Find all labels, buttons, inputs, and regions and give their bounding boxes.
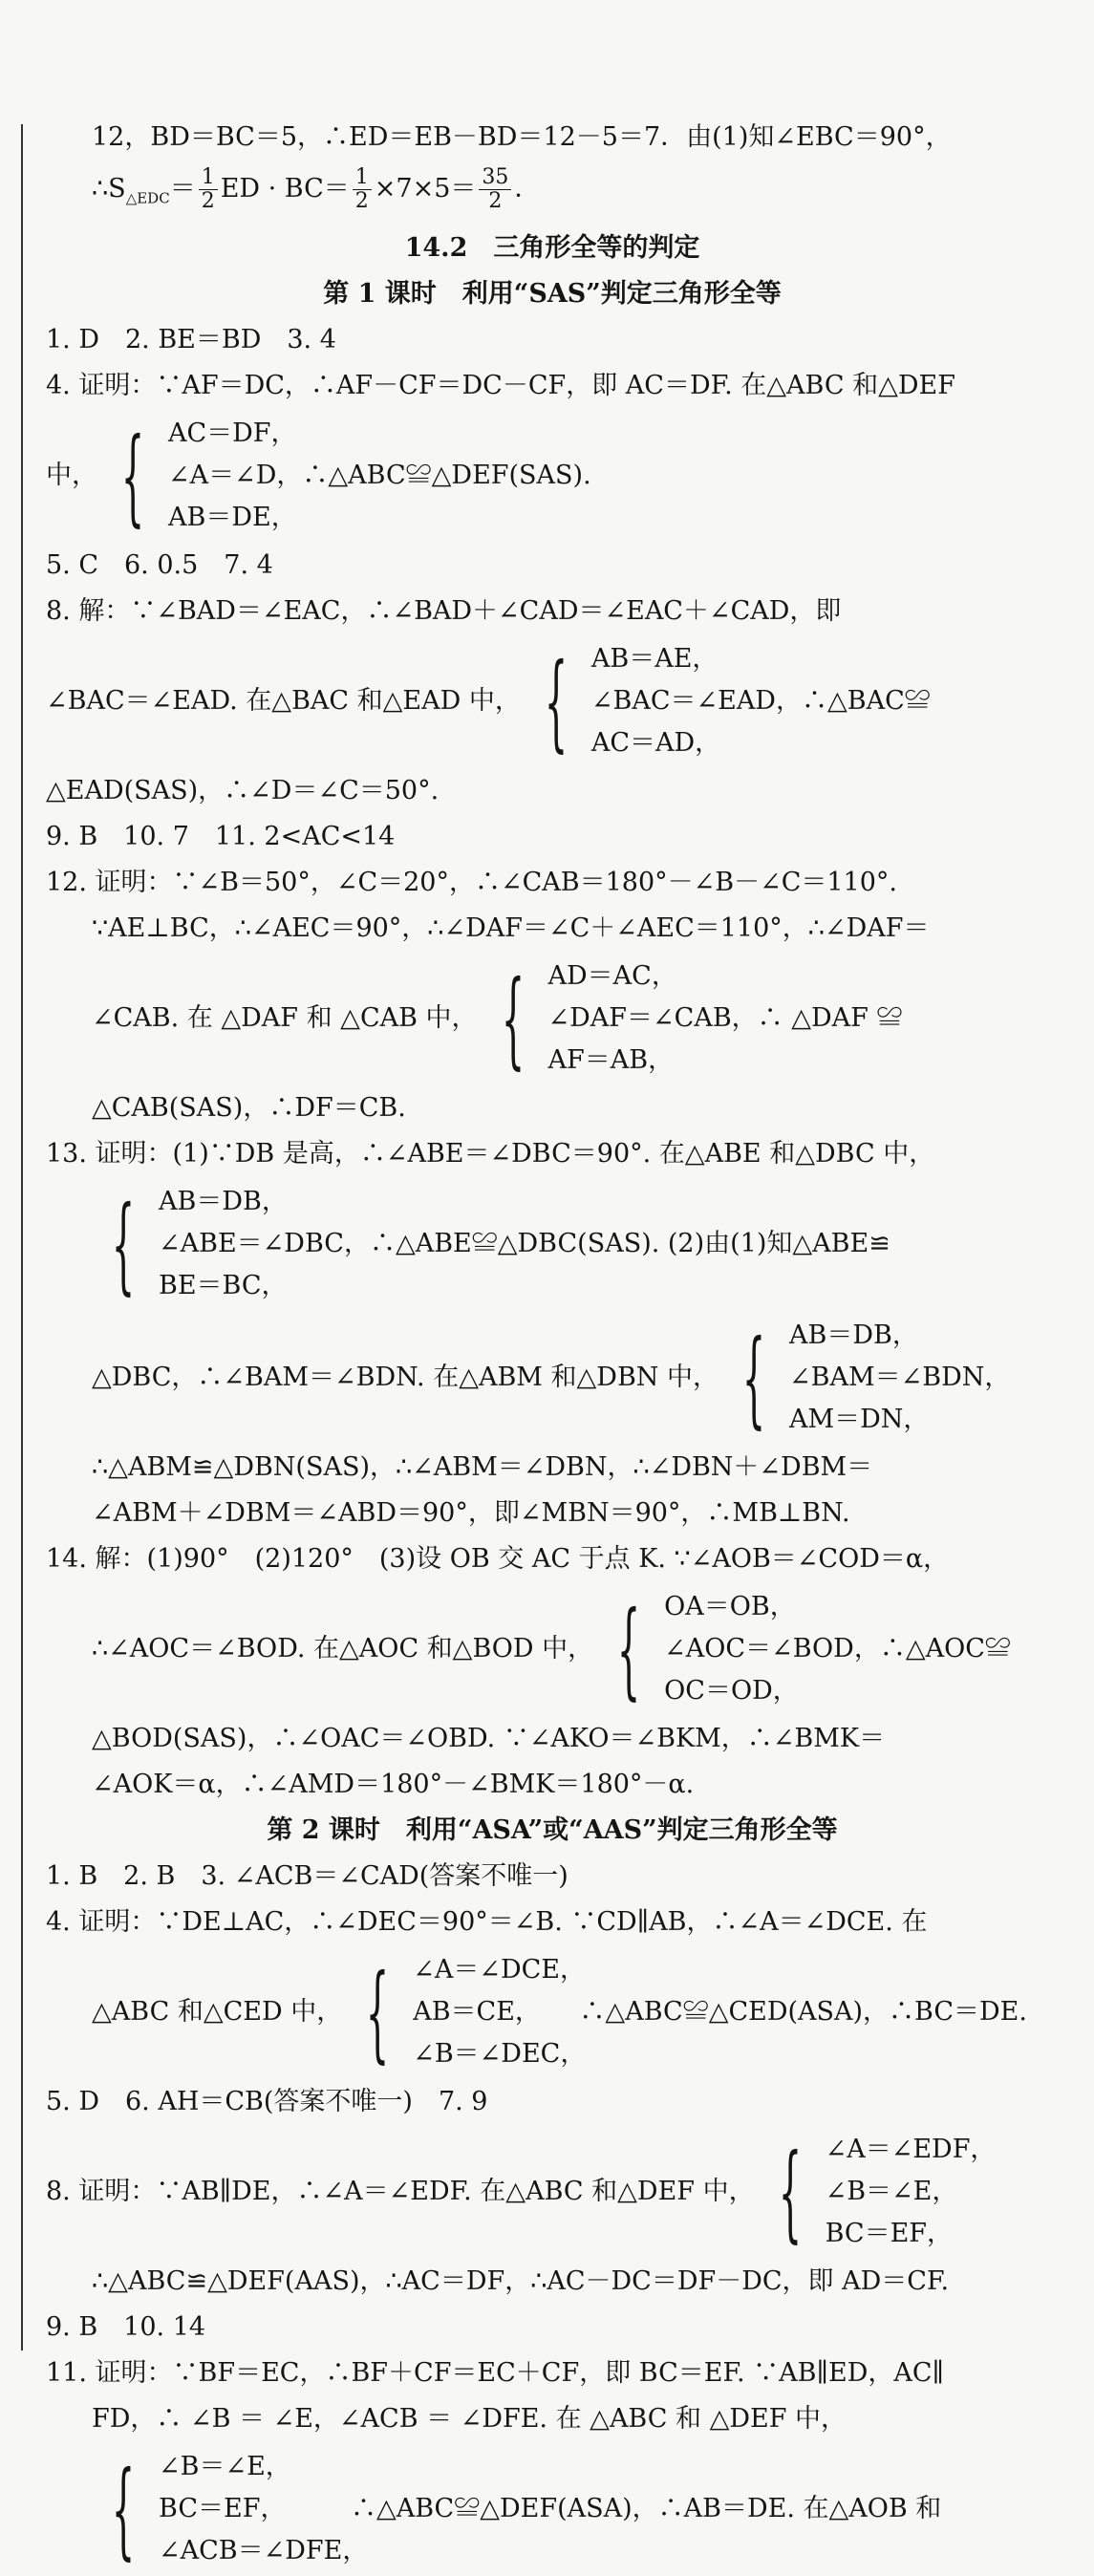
section-title: 14.2 三角形全等的判定 [404,233,700,263]
answer-l1-q9-11: 9. B 10. 7 11. 2<AC<14 [46,822,396,851]
left-brace: { [778,2131,802,2253]
left-brace: { [120,415,145,537]
answer-l2-q9-10: 9. B 10. 14 [46,2312,206,2342]
answer-l1-q4-line1: 4. 证明：∵AF＝DC，∴AF－CF＝DC－CF，即 AC＝DF. 在△ABC 和△DEF [46,371,955,400]
answer-l1-q12-line4: △CAB(SAS)，∴DF＝CB. [92,1093,406,1123]
answer-l1-q13-cases2: △DBC，∴∠BAM＝∠BDN. 在△ABM 和△DBN 中， { AB＝DB， ∠BAM＝∠BDN， AM＝DN， [92,1317,1011,1439]
answer-page [46,115,1059,2576]
answer-l1-q1-3: 1. D 2. BE＝BD 3. 4 [46,325,336,354]
intro-line-2: $\therefore S_{\triangle EDC}=$ $\frac{1}{2}$ ED · BC＝ $\frac{1}{2}$ ×7×5＝ $\frac{35}{2}$ ． [92,165,541,213]
answer-l1-q14-line4: ∠AOK＝α，∴∠AMD＝180°－∠BMK＝180°－α. [92,1770,695,1799]
answer-l1-q14-line1: 14. 解：(1)90° (2)120° (3)设 OB 交 AC 于点 K. ∵∠AOB＝∠COD＝α， [46,1544,950,1574]
left-brace: { [501,957,525,1080]
answer-l1-q13-line6: ∠ABM＋∠DBM＝∠ABD＝90°，即∠MBN＝90°，∴MB⊥BN. [92,1498,850,1528]
fraction: $\frac{1}{2}$ [199,166,218,213]
answer-l1-q13-cases1: { AB＝DB， ∠ABE＝∠DBC，∴△ABE≌△DBC(SAS). (2)由(1)知△ABE≌ BE＝BC， [111,1183,890,1305]
answer-l1-q4-cases: 中， { AC＝DF， ∠A＝∠D，∴△ABC≌△DEF(SAS). AB＝DE， [46,415,591,537]
answer-l1-q8-cases: ∠BAC＝∠EAD. 在△BAC 和△EAD 中， { AB＝AE， ∠BAC＝∠EAD，∴△BAC≌ AC＝AD， [46,640,931,762]
left-margin-rule [21,124,23,2351]
answer-l1-q14-line3: △BOD(SAS)，∴∠OAC＝∠OBD. ∵∠AKO＝∠BKM，∴∠BMK＝ [92,1724,886,1753]
answer-l2-q11-line2: FD，∴ ∠B ＝ ∠E，∠ACB ＝ ∠DFE. 在 △ABC 和 △DEF 中， [92,2404,847,2434]
lesson-1-title: 第 1 课时 利用“SAS”判定三角形全等 [323,279,782,309]
answer-l1-q5-7: 5. C 6. 0.5 7. 4 [46,550,273,580]
answer-l1-q12-line1: 12. 证明：∵∠B＝50°，∠C＝20°，∴∠CAB＝180°－∠B－∠C＝110°. [46,868,897,897]
intro-line-1: 12，BD＝BC＝5，∴ED＝EB－BD＝12－5＝7．由(1)知∠EBC＝90°， [92,122,952,152]
answer-l2-q8-line2: ∴△ABC≌△DEF(AAS)，∴AC＝DF，∴AC－DC＝DF－DC，即 AD＝CF. [92,2266,950,2296]
left-brace: { [111,2448,136,2570]
answer-l1-q8-line3: △EAD(SAS)，∴∠D＝∠C＝50°. [46,776,440,805]
answer-l2-q11-cases: { ∠B＝∠E， BC＝EF， ∴△ABC≌△DEF(ASA)，∴AB＝DE. 在△AOB 和 ∠ACB＝∠DFE， [111,2448,942,2570]
answer-l2-q11-line1: 11. 证明：∵BF＝EC，∴BF＋CF＝EC＋CF，即 BC＝EF. ∵AB∥ED，AC∥ [46,2358,944,2388]
left-brace: { [111,1183,136,1305]
answer-l2-q8-cases: 8. 证明：∵AB∥DE，∴∠A＝∠EDF. 在△ABC 和△DEF 中， { ∠A＝∠EDF， ∠B＝∠E， BC＝EF， [46,2131,997,2253]
answer-l1-q14-cases: ∴∠AOC＝∠BOD. 在△AOC 和△BOD 中， { OA＝OB， ∠AOC＝∠BOD，∴△AOC≌ OC＝OD， [92,1588,1011,1710]
lesson-2-title: 第 2 课时 利用“ASA”或“AAS”判定三角形全等 [267,1815,838,1845]
answer-l1-q13-line1: 13. 证明：(1)∵DB 是高，∴∠ABE＝∠DBC＝90°. 在△ABE 和△DBC 中， [46,1139,935,1169]
left-brace: { [616,1588,641,1710]
answer-l2-q5-7: 5. D 6. AH＝CB(答案不唯一) 7. 9 [46,2087,488,2116]
left-brace: { [365,1951,390,2073]
answer-l1-q8-line1: 8. 解：∵∠BAD＝∠EAC，∴∠BAD＋∠CAD＝∠EAC＋∠CAD，即 [46,596,842,626]
answer-l2-q4-line1: 4. 证明：∵DE⊥AC，∴∠DEC＝90°＝∠B. ∵CD∥AB，∴∠A＝∠DCE. 在 [46,1907,928,1937]
left-brace: { [544,640,568,762]
fraction: $\frac{1}{2}$ [353,166,372,213]
answer-l2-q1-3: 1. B 2. B 3. ∠ACB＝∠CAD(答案不唯一) [46,1861,568,1891]
left-brace: { [741,1317,766,1439]
answer-l1-q12-line2: ∵AE⊥BC，∴∠AEC＝90°，∴∠DAF＝∠C＋∠AEC＝110°，∴∠DAF＝ [92,913,930,943]
answer-l1-q12-cases: ∠CAB. 在 △DAF 和 △CAB 中， { AD＝AC， ∠DAF＝∠CAB，∴ △DAF ≌ AF＝AB， [92,957,903,1080]
answer-l1-q13-line5: ∴△ABM≌△DBN(SAS)，∴∠ABM＝∠DBN，∴∠DBN＋∠DBM＝ [92,1452,873,1482]
answer-l2-q4-cases: △ABC 和△CED 中， { ∠A＝∠DCE， AB＝CE， ∴△ABC≌△CED(ASA)，∴BC＝DE. ∠B＝∠DEC， [92,1951,1027,2073]
fraction: $\frac{35}{2}$ [479,166,511,213]
